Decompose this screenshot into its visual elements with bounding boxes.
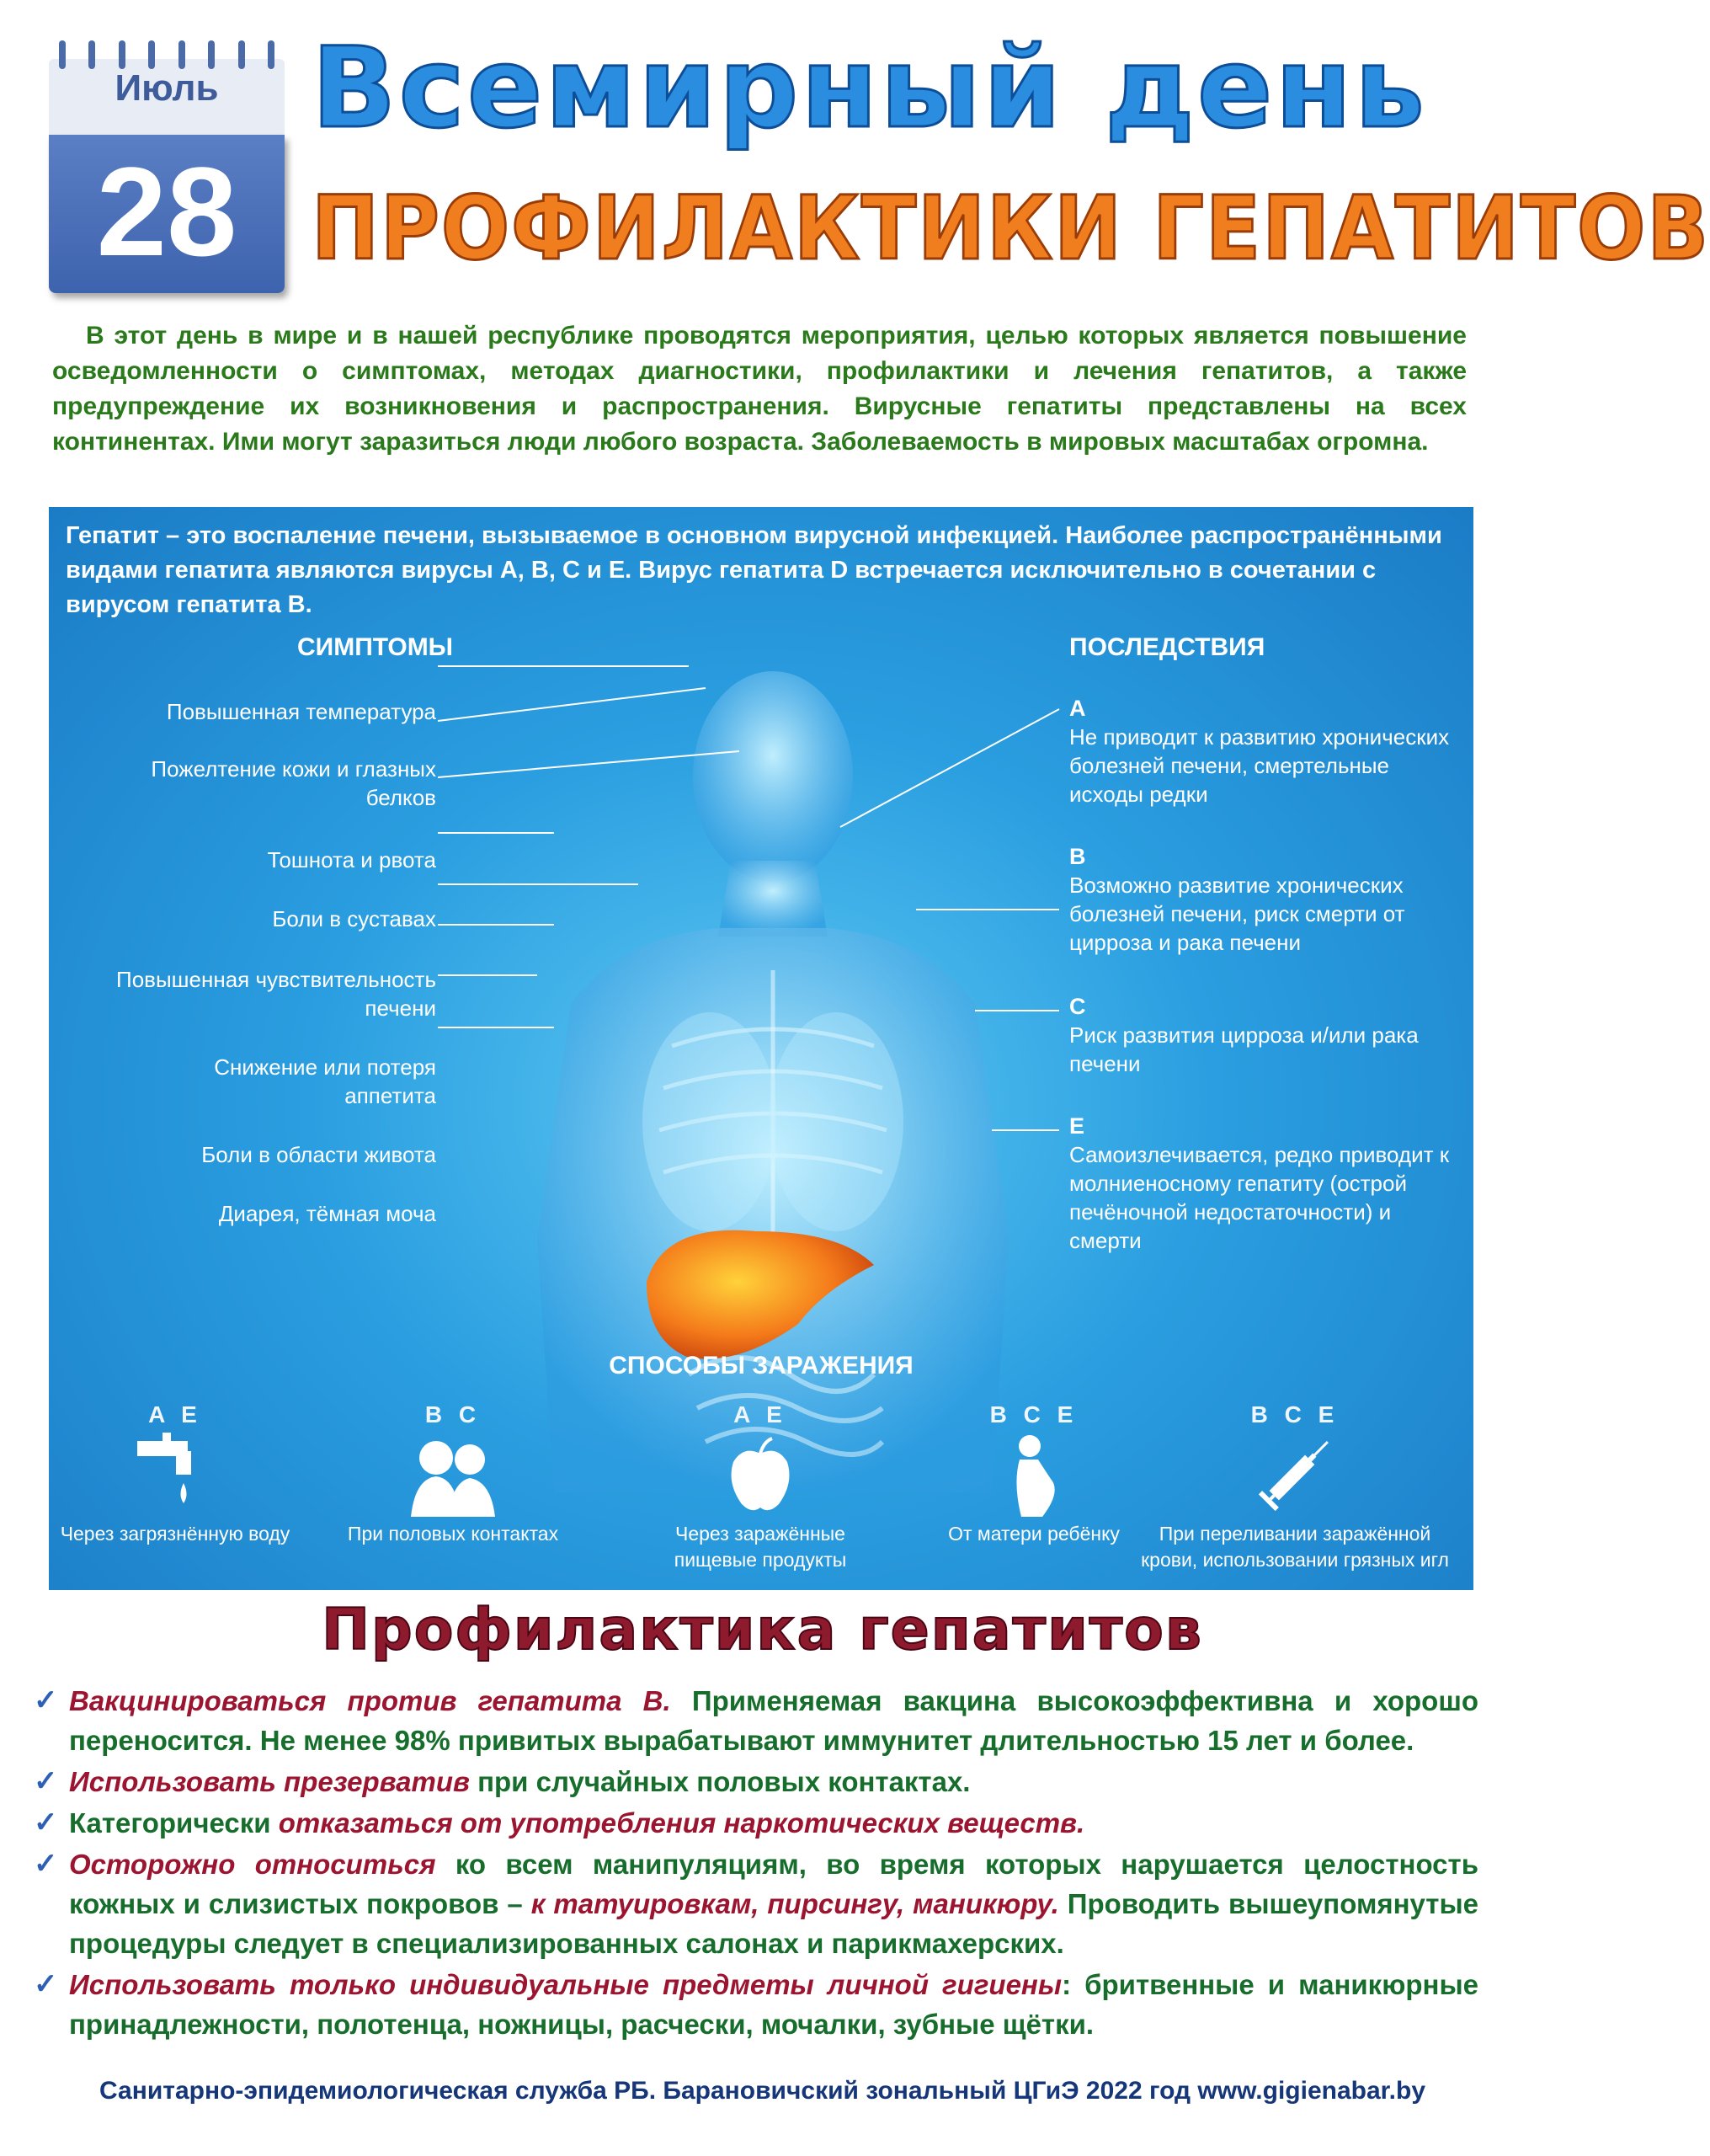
transmission-route bbox=[49, 1401, 301, 1547]
calendar-ring bbox=[178, 40, 185, 69]
consequence-item bbox=[1069, 694, 1457, 808]
prevention-text: ко всем манипуляциям, во время которых нарушается целостность кожных и слизистых покровов – bbox=[69, 1849, 1478, 1919]
couple-icon bbox=[327, 1428, 579, 1521]
prevention-text: : бритвенные и маникюрные принадлежности, полотенца, ножницы, расчески, мочалки, зубные щётки. bbox=[69, 1969, 1479, 2040]
checkmark-icon: ✓ bbox=[34, 1806, 58, 1838]
calendar-ring bbox=[148, 40, 155, 69]
symptom-item: Повышенная температура bbox=[166, 699, 436, 724]
consequence-letter: C bbox=[1069, 994, 1086, 1019]
checkmark-icon: ✓ bbox=[34, 1765, 58, 1797]
transmission-route bbox=[908, 1401, 1160, 1547]
consequence-item bbox=[1069, 992, 1457, 1078]
symptom-item: Боли в суставах bbox=[272, 906, 436, 931]
route-caption: Через загрязнённую воду bbox=[60, 1523, 290, 1545]
prevention-text: при случайных половых контактах. bbox=[469, 1766, 971, 1797]
symptom-item: Пожелтение кожи и глазных белков bbox=[151, 756, 436, 810]
footer-credits: Санитарно-эпидемиологическая служба РБ. Барановичский зональный ЦГиЭ 2022 год www.gigienabar.by bbox=[99, 2077, 1426, 2105]
transmission-route bbox=[634, 1401, 887, 1573]
prevention-item bbox=[34, 1965, 1478, 2044]
calendar-month: Июль bbox=[115, 67, 219, 109]
intro-paragraph: В этот день в мире и в нашей республике проводятся мероприятия, целью которых является повышение осведомленности о симптомах, методах диагностики, профилактики и лечения гепатитов, а также предупреждение их возникновения и распространения. Вирусные гепатиты представлены на всех континентах. Ими могут заразиться люди любого возраста. Заболеваемость в мировых масштабах огромна. bbox=[52, 322, 1467, 456]
calendar-ring bbox=[59, 40, 66, 69]
calendar-ring bbox=[119, 40, 125, 69]
prevention-text: Категорически bbox=[69, 1807, 279, 1838]
calendar bbox=[49, 40, 285, 293]
syringe-icon bbox=[1135, 1428, 1455, 1521]
route-caption: Через заражённые пищевые продукты bbox=[674, 1523, 847, 1571]
checkmark-icon: ✓ bbox=[34, 1848, 58, 1880]
route-caption: От матери ребёнку bbox=[948, 1523, 1120, 1545]
symptom-item: Снижение или потеря аппетита bbox=[214, 1054, 436, 1108]
calendar-day: 28 bbox=[96, 141, 237, 282]
prevention-item bbox=[34, 1681, 1478, 1760]
checkmark-icon: ✓ bbox=[34, 1684, 58, 1716]
route-caption: При переливании заражённой крови, использовании грязных игл bbox=[1141, 1523, 1449, 1571]
consequences-heading: ПОСЛЕДСТВИЯ bbox=[1069, 633, 1265, 661]
symptom-item: Повышенная чувствительность печени bbox=[116, 967, 436, 1021]
transmission-heading: СПОСОБЫ ЗАРАЖЕНИЯ bbox=[609, 1352, 914, 1380]
prevention-item bbox=[34, 1844, 1478, 1963]
symptoms-heading: СИМПТОМЫ bbox=[297, 633, 454, 661]
consequence-item bbox=[1069, 842, 1457, 957]
calendar-ring bbox=[88, 40, 95, 69]
prevention-emphasis: Использовать только индивидуальные предметы личной гигиены bbox=[69, 1969, 1063, 2000]
consequence-text: Возможно развитие хронических болезней печени, риск смерти от цирроза и рака печени bbox=[1069, 873, 1405, 955]
prevention-title: Профилактика гепатитов bbox=[322, 1597, 1203, 1663]
prevention-text: Проводить вышеупомянутые процедуры следует в специализированных салонах и парикмахерских. bbox=[69, 1888, 1478, 1959]
consequence-letter: A bbox=[1069, 696, 1086, 721]
route-virus-types: B C E bbox=[1250, 1401, 1340, 1428]
pregnant-woman-icon bbox=[908, 1428, 1160, 1521]
calendar-ring bbox=[208, 40, 215, 69]
route-caption: При половых контактах bbox=[347, 1523, 559, 1545]
consequence-item bbox=[1069, 1112, 1457, 1255]
consequence-letter: B bbox=[1069, 844, 1086, 869]
prevention-emphasis: Осторожно относиться bbox=[69, 1849, 436, 1880]
prevention-list bbox=[34, 1681, 1478, 2046]
consequence-letter: E bbox=[1069, 1113, 1085, 1139]
symptom-item: Диарея, тёмная моча bbox=[218, 1201, 436, 1226]
symptom-item: Боли в области живота bbox=[201, 1142, 436, 1167]
calendar-ring bbox=[238, 40, 245, 69]
calendar-ring bbox=[268, 40, 274, 69]
hepatitis-infographic bbox=[49, 507, 1473, 1590]
route-virus-types: B C bbox=[424, 1401, 482, 1428]
prevention-emphasis: отказаться от употребления наркотических веществ. bbox=[278, 1807, 1085, 1838]
prevention-emphasis: Вакцинироваться против гепатита В. bbox=[69, 1685, 671, 1716]
route-virus-types: A E bbox=[148, 1401, 202, 1428]
prevention-emphasis: к татуировкам, пирсингу, маникюру. bbox=[530, 1888, 1059, 1919]
apple-icon bbox=[634, 1428, 887, 1521]
checkmark-icon: ✓ bbox=[34, 1968, 58, 2000]
prevention-emphasis: Использовать презерватив bbox=[69, 1766, 470, 1797]
prevention-item bbox=[34, 1803, 1478, 1843]
symptom-item: Тошнота и рвота bbox=[267, 847, 436, 873]
title-line-1: Всемирный день bbox=[312, 24, 1428, 153]
consequence-text: Риск развития цирроза и/или рака печени bbox=[1069, 1022, 1419, 1076]
prevention-text: Применяемая вакцина высокоэффективна и хорошо переносится. Не менее 98% привитых вырабатывают иммунитет длительностью 15 лет и более. bbox=[69, 1685, 1478, 1756]
water-tap-icon bbox=[49, 1428, 301, 1521]
prevention-item bbox=[34, 1762, 1478, 1801]
title-line-2: ПРОФИЛАКТИКИ ГЕПАТИТОВ bbox=[312, 177, 1710, 280]
consequence-text: Самоизлечивается, редко приводит к молниеносному гепатиту (острой печёночной недостаточности) и смерти bbox=[1069, 1142, 1450, 1253]
transmission-route bbox=[1135, 1401, 1455, 1573]
route-virus-types: A E bbox=[733, 1401, 787, 1428]
infographic-intro: Гепатит – это воспаление печени, вызываемое в основном вирусной инфекцией. Наиболее распространёнными видами гепатита являются вирусы A, B, C и E. Вирус гепатита D встречается исключительно в сочетании с вирусом гепатита B. bbox=[66, 522, 1442, 618]
transmission-route bbox=[327, 1401, 579, 1547]
route-virus-types: B C E bbox=[989, 1401, 1079, 1428]
consequence-text: Не приводит к развитию хронических болезней печени, смертельные исходы редки bbox=[1069, 724, 1450, 807]
